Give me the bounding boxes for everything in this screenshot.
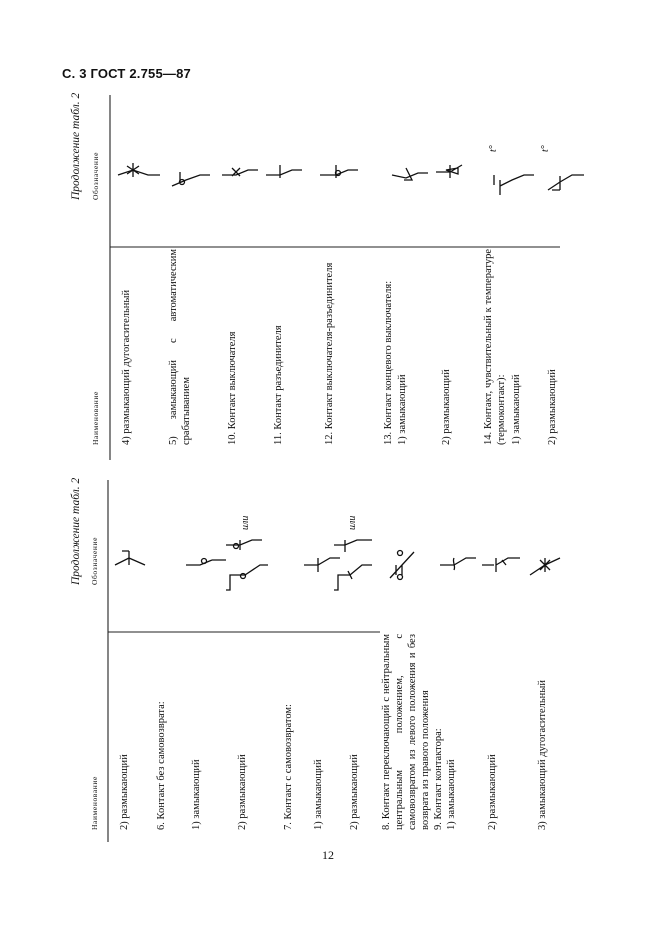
right-row-5: 12. Контакт выключателя-разъединителя xyxy=(324,262,335,445)
symbol-r-row-5 xyxy=(320,165,358,178)
right-row-2: 5) замыкающий с автоматическим срабатыванием xyxy=(168,249,192,445)
right-col-header-name: Наименование xyxy=(91,391,100,445)
page-header: С. 3 ГОСТ 2.755—87 xyxy=(62,66,191,81)
right-row-6: 13. Контакт концевого выключателя: xyxy=(383,280,394,445)
right-row-11: 2) размыкающий xyxy=(547,369,558,445)
left-row-11: 2) размыкающий xyxy=(487,754,498,830)
right-table-caption: Продолжение табл. 2 xyxy=(70,92,82,200)
symbol-r-row-2 xyxy=(172,172,210,186)
left-row-7: 2) размыкающий xyxy=(349,754,360,830)
left-row-10: 1) замыкающий xyxy=(446,759,457,830)
symbol-r-row-3 xyxy=(222,168,258,176)
left-col-header-name: Наименование xyxy=(90,776,99,830)
left-row-12: 3) замыкающий дугогасительный xyxy=(537,680,548,830)
symbol-r-row-7 xyxy=(392,168,428,180)
left-row-5: 7. Контакт с самовозвратом: xyxy=(283,704,294,830)
right-row-9: 14. Контакт, чувствительный к температуре (термоконтакт): xyxy=(483,249,507,445)
right-row-10: 1) замыкающий xyxy=(511,374,522,445)
right-row-8: 2) размыкающий xyxy=(441,369,452,445)
left-col-header-symbol: Обозначение xyxy=(90,536,99,585)
left-table-caption: Продолжение табл. 2 xyxy=(70,477,82,585)
left-row-1: 2) размыкающий xyxy=(119,754,130,830)
right-row-3: 10. Контакт выключателя xyxy=(227,331,238,445)
symbol-r-row-11 xyxy=(548,175,584,190)
left-row-4: 2) размыкающий xyxy=(237,754,248,830)
left-row-6: 1) замыкающий xyxy=(313,759,324,830)
right-col-header-symbol: Обозначение xyxy=(91,151,100,200)
temp-label-2: t° xyxy=(540,145,551,152)
page-number: 12 xyxy=(322,848,334,862)
ili-label-2: или xyxy=(347,515,358,530)
symbol-r-row-8 xyxy=(436,165,462,178)
right-row-7: 1) замыкающий xyxy=(397,374,408,445)
left-row-9: 9. Контакт контактора: xyxy=(433,728,444,830)
left-row-8: 8. Контакт переключающий с нейтральным центральным положением, с самовозвратом из левого положения и без возврата из правого положения xyxy=(381,634,431,830)
symbol-r-row-4 xyxy=(266,165,302,178)
left-row-2: 6. Контакт без самовозврата: xyxy=(156,701,167,830)
right-row-1: 4) размыкающий дугогасительный xyxy=(121,289,132,445)
right-row-4: 11. Контакт разъединителя xyxy=(273,325,284,445)
symbol-r-row-10 xyxy=(494,175,534,195)
left-row-3: 1) замыкающий xyxy=(191,759,202,830)
symbol-r-row-1 xyxy=(118,163,160,177)
temp-label-1: t° xyxy=(488,145,499,152)
ili-label-1: или xyxy=(240,515,251,530)
